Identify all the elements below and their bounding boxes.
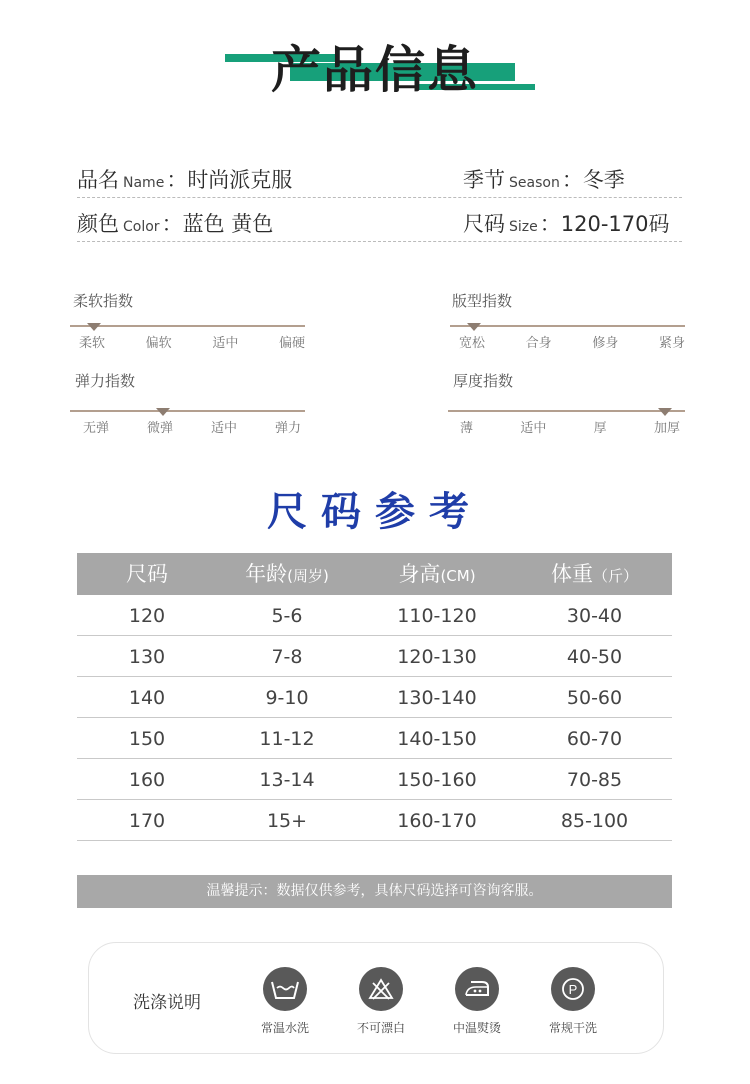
header-text: 体重 — [550, 562, 593, 586]
header-text: 身高 — [398, 562, 441, 586]
season-value: 冬季 — [582, 168, 625, 192]
size-reference-heading: 尺码参考 — [267, 489, 483, 535]
table-row — [77, 595, 672, 636]
header-text: 年龄 — [245, 562, 288, 586]
softness-index-marker — [87, 323, 101, 331]
dry-clean-icon — [551, 967, 595, 1011]
cell-height: 110-120 — [397, 605, 477, 627]
size-table — [77, 553, 672, 841]
softness-index-scale — [70, 325, 305, 327]
colon: ： — [166, 168, 188, 192]
index-label: 偏硬 — [278, 336, 305, 351]
index-label: 微弹 — [146, 421, 173, 436]
cell-size: 130 — [128, 646, 166, 668]
washing-instructions — [88, 942, 664, 1054]
cell-weight: 60-70 — [566, 728, 623, 750]
cell-age: 11-12 — [259, 728, 315, 750]
cell-age: 5-6 — [271, 605, 303, 627]
size-label: 尺码 — [463, 212, 505, 236]
index-label: 适中 — [210, 421, 237, 436]
index-label: 适中 — [212, 336, 239, 351]
info-row-name-season — [77, 158, 682, 198]
cell-age: 7-8 — [271, 646, 303, 668]
table-row — [77, 759, 672, 800]
name-value: 时尚派克服 — [187, 168, 293, 192]
index-label: 适中 — [520, 421, 547, 436]
cell-size: 160 — [128, 769, 166, 791]
size-tip: 温馨提示：数据仅供参考，具体尺码选择可咨询客服。 — [77, 875, 672, 908]
cell-weight: 30-40 — [566, 605, 623, 627]
color-label-en: Color — [123, 219, 160, 235]
softness-index-title: 柔软指数 — [73, 292, 134, 310]
table-row — [77, 636, 672, 677]
cell-height: 150-160 — [397, 769, 477, 791]
cell-size: 150 — [128, 728, 166, 750]
cell-height: 160-170 — [397, 810, 477, 832]
colon: ： — [539, 212, 561, 236]
wash-tub-icon — [263, 967, 307, 1011]
elasticity-index-labels — [83, 417, 301, 436]
fit-index-title: 版型指数 — [452, 292, 513, 310]
product-color — [77, 208, 273, 238]
header-text: 尺码 — [126, 562, 168, 586]
header-unit: （斤） — [592, 567, 638, 585]
info-row-color-size — [77, 202, 682, 242]
wash-item-normal-temp — [245, 967, 325, 1036]
index-label: 修身 — [592, 336, 619, 351]
cell-size: 170 — [128, 810, 166, 832]
wash-item-label: 中温熨烫 — [452, 1021, 501, 1035]
index-label: 加厚 — [653, 421, 680, 436]
softness-index-labels — [79, 332, 305, 351]
index-label: 无弹 — [83, 421, 110, 436]
elasticity-index-title: 弹力指数 — [75, 372, 136, 390]
fit-index-marker — [467, 323, 481, 331]
cell-height: 140-150 — [397, 728, 477, 750]
season-label-en: Season — [509, 175, 560, 191]
cell-size: 140 — [128, 687, 166, 709]
index-label: 柔软 — [79, 336, 106, 351]
cell-weight: 85-100 — [560, 810, 629, 832]
table-row — [77, 800, 672, 841]
elasticity-index-scale — [70, 410, 305, 412]
header-unit: (周岁) — [287, 567, 329, 585]
cell-size: 120 — [128, 605, 166, 627]
cell-height: 130-140 — [397, 687, 477, 709]
size-label-en: Size — [509, 219, 538, 235]
cell-age: 15+ — [266, 810, 308, 832]
name-label-en: Name — [123, 175, 165, 191]
wash-item-iron — [437, 967, 517, 1036]
title-section — [0, 0, 750, 110]
header-unit: (CM) — [440, 567, 476, 585]
colon: ： — [161, 212, 183, 236]
wash-item-label: 常规干洗 — [548, 1021, 597, 1035]
page-title: 产品信息 — [271, 41, 479, 99]
no-bleach-icon — [359, 967, 403, 1011]
season-label: 季节 — [463, 168, 505, 192]
wash-item-label: 常温水洗 — [260, 1021, 309, 1035]
cell-weight: 40-50 — [566, 646, 623, 668]
iron-icon — [455, 967, 499, 1011]
index-label: 紧身 — [658, 336, 685, 351]
index-label: 厚 — [593, 421, 607, 436]
index-label: 弹力 — [274, 421, 301, 436]
index-label: 合身 — [525, 336, 552, 351]
colon: ： — [561, 168, 583, 192]
color-value: 蓝色 黄色 — [182, 212, 274, 236]
cell-height: 120-130 — [397, 646, 477, 668]
cell-weight: 50-60 — [566, 687, 623, 709]
fit-index-scale — [450, 325, 685, 327]
product-size — [463, 208, 670, 238]
header-age — [217, 553, 357, 595]
table-row — [77, 718, 672, 759]
table-header — [77, 553, 672, 595]
fit-index-labels — [459, 332, 685, 351]
thickness-index-title: 厚度指数 — [453, 372, 514, 390]
cell-age: 13-14 — [259, 769, 315, 791]
svg-text:P: P — [568, 982, 578, 997]
elasticity-index-marker — [156, 408, 170, 416]
size-value: 120-170码 — [560, 212, 670, 236]
header-weight — [517, 553, 672, 595]
thickness-index-marker — [658, 408, 672, 416]
product-season — [463, 164, 625, 194]
table-row — [77, 677, 672, 718]
thickness-index-labels — [460, 417, 680, 436]
wash-item-label: 不可漂白 — [356, 1021, 405, 1035]
wash-item-no-bleach — [341, 967, 421, 1036]
header-size — [77, 553, 217, 595]
index-label: 偏软 — [145, 336, 172, 351]
color-label: 颜色 — [77, 212, 119, 236]
product-name — [77, 164, 292, 194]
wash-item-dry-clean — [533, 967, 613, 1036]
name-label: 品名 — [77, 168, 119, 192]
header-height — [357, 553, 517, 595]
index-label: 宽松 — [459, 336, 486, 351]
cell-age: 9-10 — [265, 687, 309, 709]
cell-weight: 70-85 — [566, 769, 623, 791]
index-label: 薄 — [460, 421, 474, 436]
thickness-index-scale — [448, 410, 685, 412]
washing-title: 洗涤说明 — [133, 993, 201, 1013]
